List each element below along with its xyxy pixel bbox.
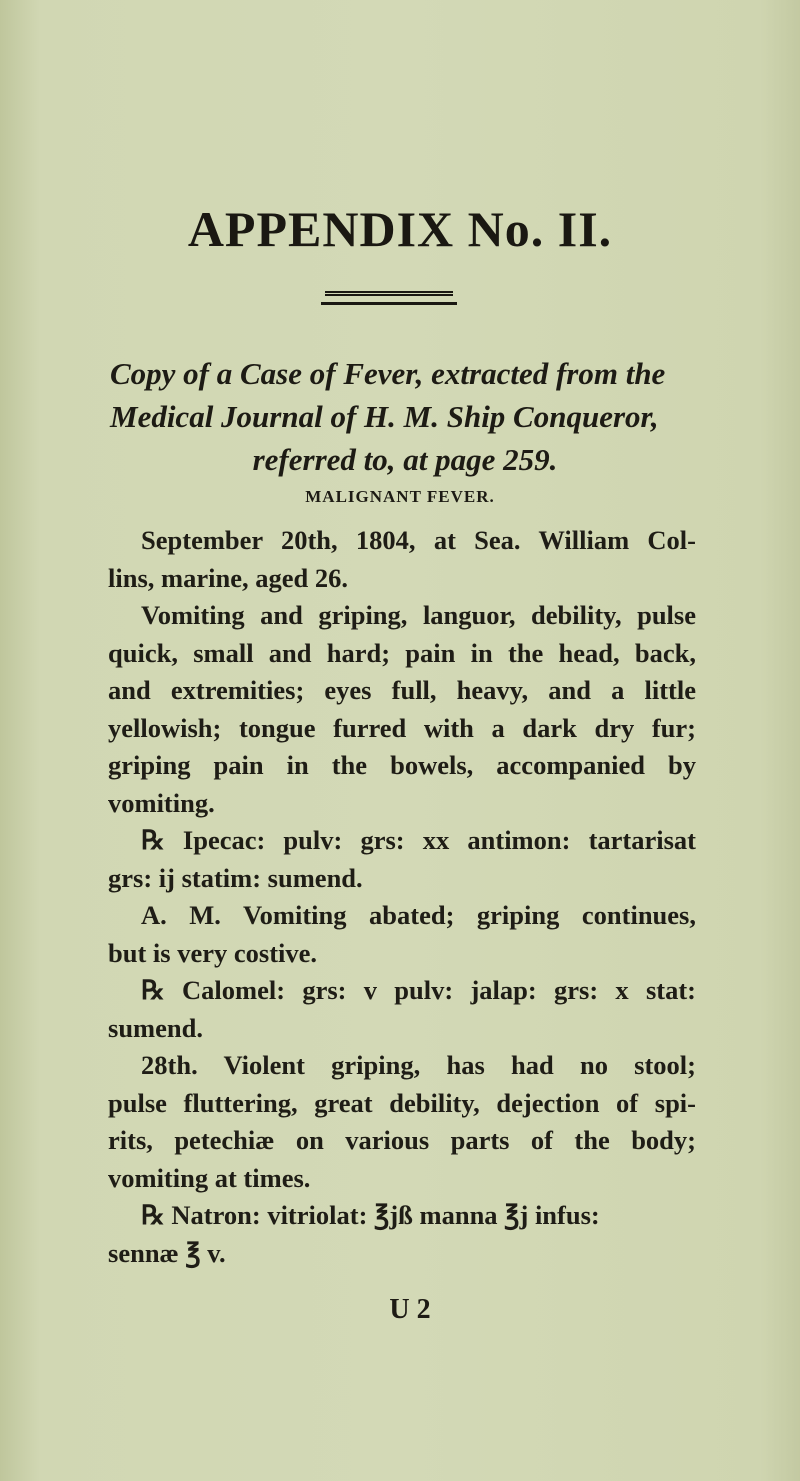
- text-line: A. M. Vomiting abated; griping continues,: [141, 900, 696, 930]
- text-line: griping pain in the bowels, accompanied by: [108, 750, 696, 780]
- text-line: ℞ Natron: vitriolat: ℥jß manna ℥j infus:: [141, 1200, 600, 1230]
- text-line: September 20th, 1804, at Sea. William Col-: [141, 525, 696, 555]
- text-line: vomiting.: [108, 787, 215, 818]
- heading-rule-thick: [321, 302, 457, 305]
- page-number: U 2: [389, 1294, 431, 1325]
- section-subheading: MALIGNANT FEVER.: [305, 487, 495, 506]
- case-title: [110, 352, 700, 481]
- text-line: sumend.: [108, 1012, 203, 1043]
- text-line: but is very costive.: [108, 937, 318, 968]
- text-line: quick, small and hard; pain in the head, back,: [108, 637, 696, 668]
- heading-rule: [325, 291, 453, 296]
- title-line-2: Medical Journal of H. M. Ship Conqueror,: [110, 399, 659, 434]
- text-line: rits, petechiæ on various parts of the body;: [108, 1125, 696, 1155]
- text-line: ℞ Calomel: grs: v pulv: jalap: grs: x stat:: [141, 975, 696, 1005]
- text-line: ℞ Ipecac: pulv: grs: xx antimon: tartarisat: [141, 825, 696, 855]
- text-line: Vomiting and griping, languor, debility, pulse: [141, 600, 696, 630]
- title-line-1: Copy of a Case of Fever, extracted from the: [110, 356, 666, 391]
- text-line: grs: ij statim: sumend.: [108, 862, 363, 893]
- case-text: [108, 522, 696, 1272]
- text-line: pulse fluttering, great debility, dejection of spi-: [108, 1087, 696, 1118]
- text-line: lins, marine, aged 26.: [108, 562, 348, 593]
- title-line-3: referred to, at page 259.: [252, 442, 558, 477]
- text-line: 28th. Violent griping, has had no stool;: [141, 1050, 696, 1080]
- appendix-heading: APPENDIX No. II.: [187, 201, 613, 257]
- text-line: sennæ ℥ v.: [108, 1237, 226, 1268]
- text-line: vomiting at times.: [108, 1162, 311, 1193]
- text-line: yellowish; tongue furred with a dark dry fur;: [108, 712, 696, 743]
- text-line: and extremities; eyes full, heavy, and a little: [108, 675, 696, 705]
